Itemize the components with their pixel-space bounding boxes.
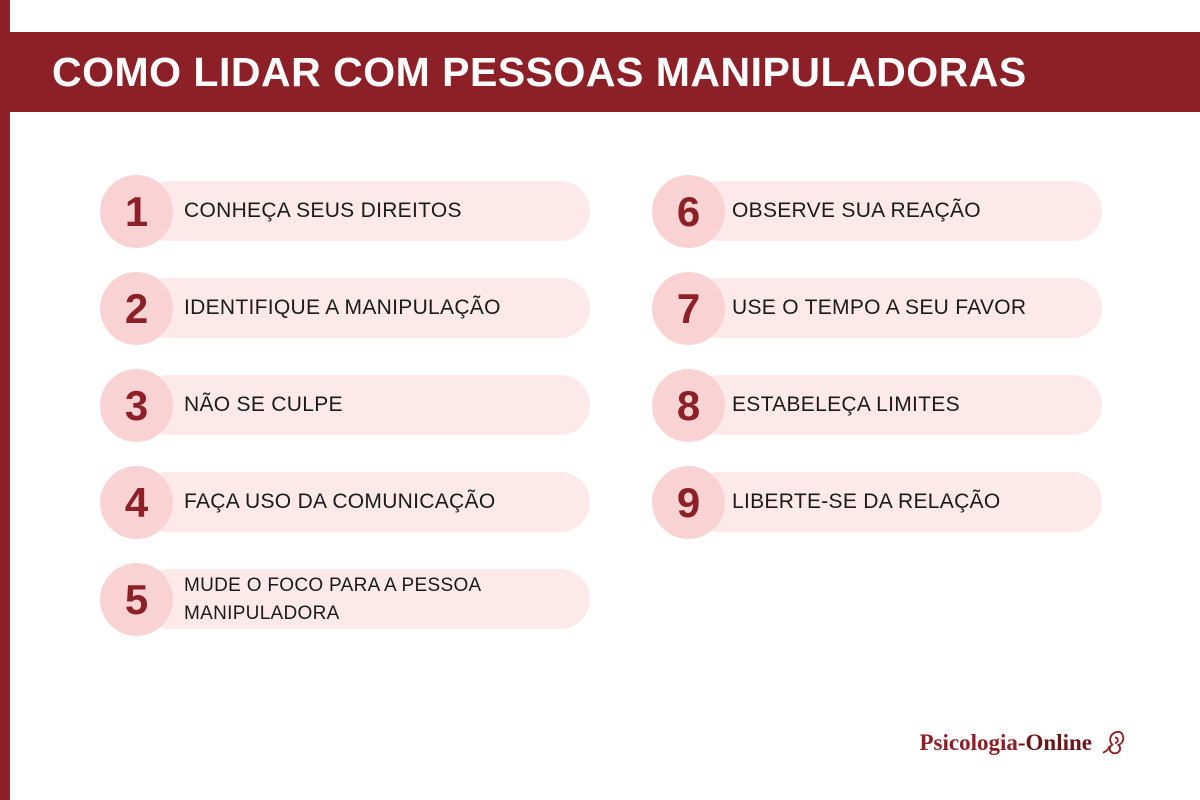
list-item[interactable] xyxy=(100,272,590,345)
step-label: CONHEÇA SEUS DIREITOS xyxy=(184,199,462,223)
step-number: 6 xyxy=(676,187,701,235)
list-item[interactable] xyxy=(652,175,1102,248)
header-banner xyxy=(10,32,1200,112)
step-label: NÃO SE CULPE xyxy=(184,393,343,417)
step-number: 2 xyxy=(124,284,149,332)
step-label: LIBERTE-SE DA RELAÇÃO xyxy=(732,490,1001,514)
step-badge xyxy=(100,466,173,539)
step-number: 3 xyxy=(124,381,149,429)
list-item[interactable] xyxy=(652,272,1102,345)
step-label: MUDE O FOCO PARA A PESSOA MANIPULADORA xyxy=(184,574,481,624)
step-badge xyxy=(100,369,173,442)
step-number: 7 xyxy=(676,284,701,332)
step-badge xyxy=(652,272,725,345)
page-title: COMO LIDAR COM PESSOAS MANIPULADORAS xyxy=(52,48,1027,95)
step-badge xyxy=(100,563,173,636)
brand-name-part2: -Online xyxy=(1017,730,1092,755)
step-badge xyxy=(652,175,725,248)
list-item[interactable] xyxy=(652,466,1102,539)
steps-column-left xyxy=(100,175,590,660)
step-number: 8 xyxy=(676,381,701,429)
step-number: 4 xyxy=(124,478,149,526)
list-item[interactable] xyxy=(652,369,1102,442)
brand-name-part1: Psicologia xyxy=(919,730,1018,755)
list-item[interactable] xyxy=(100,175,590,248)
brand-name xyxy=(919,730,1092,756)
step-label: OBSERVE SUA REAÇÃO xyxy=(732,199,981,223)
step-number: 5 xyxy=(124,575,149,623)
step-number: 9 xyxy=(676,478,701,526)
step-label: IDENTIFIQUE A MANIPULAÇÃO xyxy=(184,296,501,320)
list-item[interactable] xyxy=(100,466,590,539)
step-label: USE O TEMPO A SEU FAVOR xyxy=(732,296,1027,320)
step-badge xyxy=(100,175,173,248)
step-badge xyxy=(100,272,173,345)
brain-icon xyxy=(1098,728,1128,758)
step-badge xyxy=(652,466,725,539)
list-item[interactable] xyxy=(100,369,590,442)
brand-logo xyxy=(919,728,1128,758)
step-badge xyxy=(652,369,725,442)
step-number: 1 xyxy=(124,187,149,235)
left-accent-bar xyxy=(0,0,10,800)
list-item[interactable] xyxy=(100,563,590,636)
step-label: ESTABELEÇA LIMITES xyxy=(732,393,960,417)
step-label: FAÇA USO DA COMUNICAÇÃO xyxy=(184,490,496,514)
steps-column-right xyxy=(652,175,1102,563)
